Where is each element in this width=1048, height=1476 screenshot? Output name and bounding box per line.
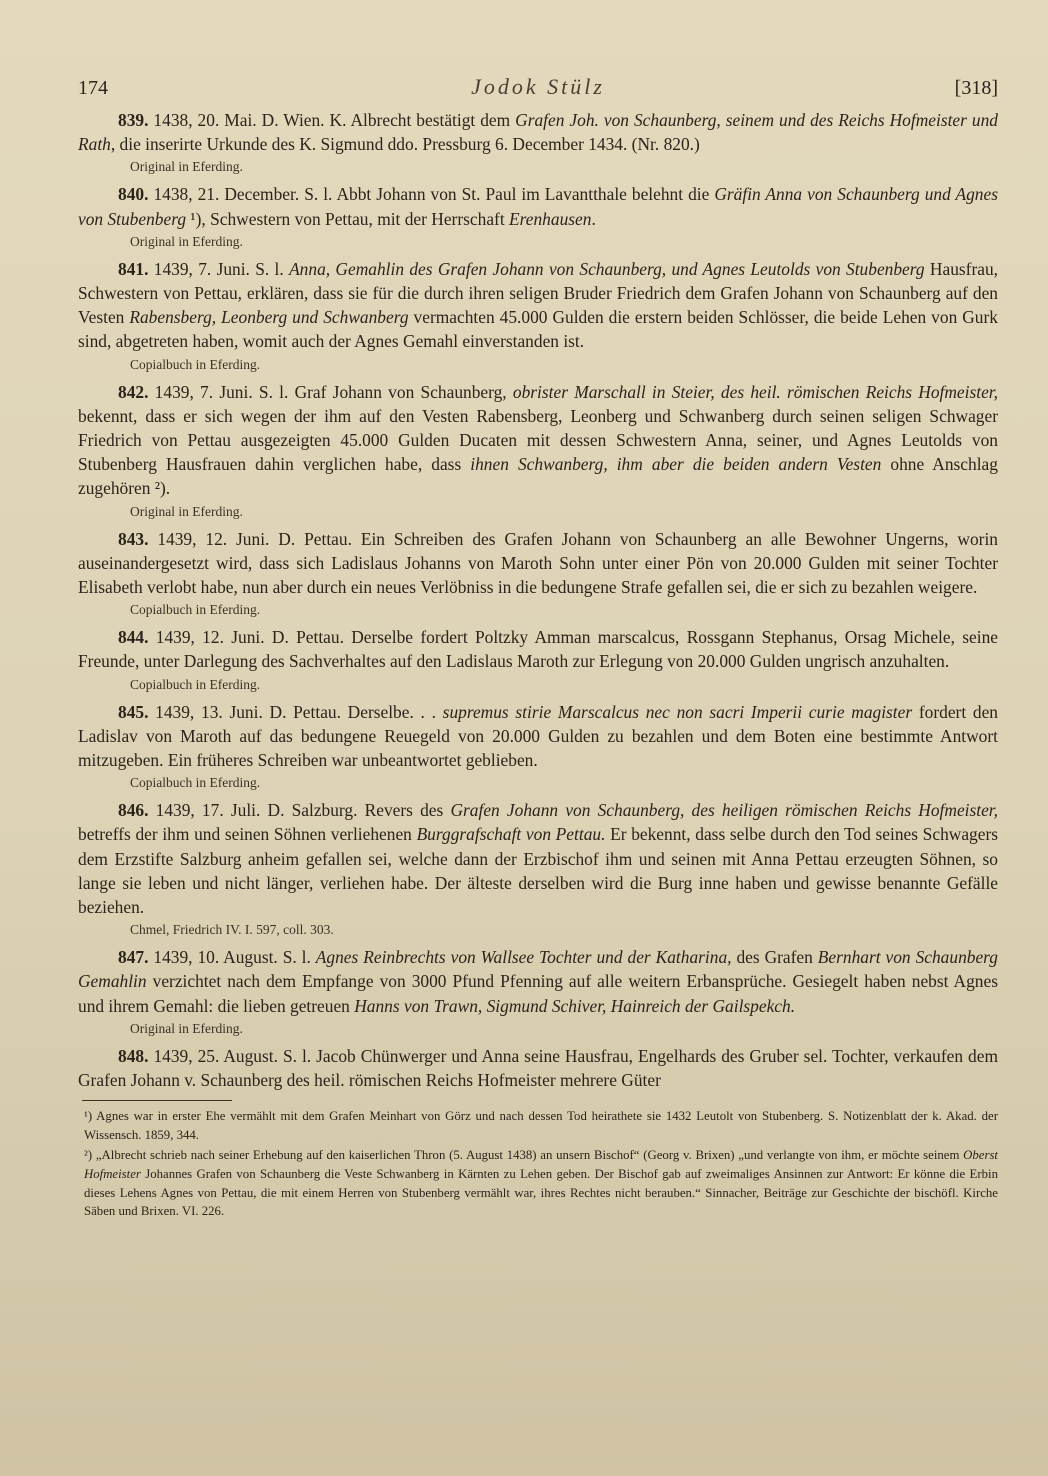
entry-italic-text: Rabensberg, Leonberg und Schwanberg xyxy=(129,307,409,328)
entry-text xyxy=(78,182,998,230)
entry-source: Copialbuch in Eferding. xyxy=(130,676,261,692)
entry-source: Original in Eferding. xyxy=(130,233,243,249)
entry-text-run: des Grafen xyxy=(731,947,818,968)
entry-number: 844. xyxy=(118,627,149,648)
entry-source: Chmel, Friedrich IV. I. 597, coll. 303. xyxy=(130,922,334,938)
entry-italic-text: supremus stirie Marscalcus nec non sacri Imperii curie magister xyxy=(442,701,913,722)
entry-text xyxy=(78,380,998,501)
entry-italic-text: ihnen Schwanberg, ihm aber die beiden andern Vesten xyxy=(470,454,882,475)
regest-entry xyxy=(78,257,998,375)
footnote-text-run: ¹) Agnes war in erster Ehe vermählt mit dem Grafen Meinhart von Görz und nach dessen Tod heirathete sie 1432 Leutolt von Stubenberg. S. Notizenblatt der k. Akad. der Wissensch. 1859, 344. xyxy=(84,1109,998,1142)
entry-text-run: 1438, 20. Mai. D. Wien. K. Albrecht bestätigt dem xyxy=(148,110,516,130)
entry-italic-text: Grafen Johann von Schaunberg, des heiligen römischen Reichs Hofmeister, xyxy=(450,800,998,821)
entry-source: Original in Eferding. xyxy=(130,503,243,519)
footnote xyxy=(78,1107,998,1144)
entry-text-run: , die inserirte Urkunde des K. Sigmund ddo. Pressburg 6. December 1434. (Nr. 820.) xyxy=(110,134,700,155)
entry-text-run: 1439, 12. Juni. D. Pettau. Ein Schreiben des Grafen Johann von Schaunberg an alle Bewohner Ungerns, worin auseinandergesetzt wird, dass sich Ladislaus Johanns von Maroth Sohn unter einer Pön von 20.000 Gulden mit seiner Tochter Elisabeth verlobt habe, nun aber durch ein neues Verlöbniss in die bedungene Strafe gefallen sei, die er sich zu bezahlen weigere. xyxy=(78,528,998,598)
entry-number: 841. xyxy=(118,258,149,279)
regest-entry xyxy=(78,108,998,177)
page-number: 174 xyxy=(78,77,108,99)
regest-entry xyxy=(78,625,998,694)
entry-text xyxy=(78,108,998,156)
entry-source: Copialbuch in Eferding. xyxy=(130,356,261,372)
page-header xyxy=(78,74,998,100)
regest-entry xyxy=(78,798,998,940)
footnote-text-run: Johannes Grafen von Schaunberg die Veste Schwanberg in Kärnten zu Lehen geben. Der Bischof gab auf zweimaliges Ansinnen zur Antwort: Er könne die Erbin dieses Lehens Agnes von Pettau, die mit einem Herren von Stubenberg vermählt war, ihres Rechtes nicht berauben.“ Sinnacher, Beiträge zur Geschichte der bischöfl. Kirche Säben und Brixen. VI. 226. xyxy=(84,1167,998,1219)
entry-text xyxy=(78,257,998,354)
entry-text-run: verzichtet nach dem Empfange von 3000 Pfund Pfenning auf alle weitern Erbansprüche. Gesiegelt haben nebst Agnes und ihrem Gemahl: die lieben getreuen xyxy=(78,971,998,1016)
entry-text xyxy=(78,1044,998,1092)
entry-italic-text: Grafen Joh. von Schaunberg, seinem und des Reichs Hofmeister und Rath xyxy=(78,110,998,155)
entry-text-run: 1439, 7. Juni. S. l. xyxy=(148,258,290,279)
bracket-page-number: [318] xyxy=(954,77,998,99)
entry-text-run: Er bekennt, dass selbe durch den Tod seines Schwagers dem Erzstifte Salzburg anheim gefallen sei, welche dann der Erzbischof ihm und seinen mit Anna Pettau erzeugten Söhnen, so lange sie leben und nicht länger, verliehen habe. Der älteste derselben wird die Burg inne haben und gewisse benannte Gefälle beziehen. xyxy=(78,824,999,918)
entry-text-run: vermachten 45.000 Gulden die erstern beiden Schlösser, die beide Lehen von Gurk sind, abgetreten haben, womit auch der Agnes Gemahl einverstanden ist. xyxy=(78,307,998,352)
entry-text-run: ohne Anschlag zugehören ²). xyxy=(78,454,998,499)
entry-italic-text: Burggrafschaft von Pettau. xyxy=(416,824,606,845)
entry-source: Copialbuch in Eferding. xyxy=(130,775,261,791)
entry-source: Copialbuch in Eferding. xyxy=(130,602,261,618)
entry-text-run: bekennt, dass er sich wegen der ihm auf den Vesten Rabensberg, Leonberg und Schwanberg durch seinen seligen Schwager Friedrich von Pettau ausgezeigten 45.000 Gulden Ducaten mit dessen Schwestern Anna, seiner, und Agnes Leutolds von Stubenberg Hausfrauen dahin verglichen habe, dass xyxy=(78,405,998,475)
entry-text-run: 1439, 10. August. S. l. xyxy=(148,947,316,968)
entry-text-run: betreffs der ihm und seinen Söhnen verliehenen xyxy=(78,824,417,845)
entry-text-run: Hausfrau, Schwestern von Pettau, erklären, dass sie für die durch ihren seligen Bruder Friedrich dem Grafen Johann von Schaunberg auf den Vesten xyxy=(78,258,998,328)
entry-text xyxy=(78,798,998,919)
entry-italic-text: Agnes Reinbrechts von Wallsee Tochter und der Katharina, xyxy=(315,947,732,968)
entry-number: 839. xyxy=(118,110,149,130)
footnotes xyxy=(78,1107,998,1221)
entry-source: Original in Eferding. xyxy=(130,1020,243,1036)
entry-italic-text: Anna, Gemahlin des Grafen Johann von Schaunberg, und Agnes Leutolds von Stubenberg xyxy=(289,258,925,279)
entry-text-run: 1438, 21. December. S. l. Abbt Johann von St. Paul im Lavantthale belehnt die xyxy=(148,184,715,205)
entry-text-run: 1439, 25. August. S. l. Jacob Chünwerger und Anna seine Hausfrau, Engelhards des Gruber sel. Tochter, verkaufen dem Grafen Johann v. Schaunberg des heil. römischen Reichs Hofmeister mehrere Güter xyxy=(78,1045,998,1091)
entry-number: 842. xyxy=(118,381,149,402)
entry-number: 848. xyxy=(118,1045,149,1066)
entry-text-run: . xyxy=(591,208,596,229)
entry-text-run: ¹), Schwestern von Pettau, mit der Herrschaft xyxy=(186,208,510,229)
footnote-text-run: ²) „Albrecht schrieb nach seiner Erhebung auf den kaiserlichen Thron (5. August 1438) an unsern Bischof“ (Georg v. Brixen) „und verlangte von ihm, er möchte seinem xyxy=(84,1148,964,1163)
regest-entry xyxy=(78,527,998,621)
entry-text xyxy=(78,527,998,600)
entry-source: Original in Eferding. xyxy=(130,159,243,175)
entry-number: 845. xyxy=(118,701,149,722)
entry-text xyxy=(78,945,998,1018)
entry-italic-text: obrister Marschall in Steier, des heil. römischen Reichs Hofmeister, xyxy=(512,381,998,402)
footnote xyxy=(78,1146,998,1220)
entry-text-run: 1439, 17. Juli. D. Salzburg. Revers des xyxy=(148,800,451,821)
regest-entry xyxy=(78,700,998,794)
entry-italic-text: Hanns von Trawn, Sigmund Schiver, Hainreich der Gailspekch. xyxy=(354,995,796,1016)
entry-number: 840. xyxy=(118,184,149,205)
entry-text-run: 1439, 7. Juni. S. l. Graf Johann von Schaunberg, xyxy=(148,381,513,402)
entry-text-run: 1439, 12. Juni. D. Pettau. Derselbe fordert Poltzky Amman marscalcus, Rossgann Stephanus, Orsag Michele, seine Freunde, unter Darlegung des Sachverhaltes auf den Ladislaus Maroth zur Erlegung von 20.000 Gulden ungrisch anzuhalten. xyxy=(78,627,998,672)
entry-italic-text: Bernhart von Schaunberg Gemahlin xyxy=(78,947,998,992)
running-title: Jodok Stülz xyxy=(471,74,605,99)
entry-number: 847. xyxy=(118,947,149,968)
regest-entry xyxy=(78,945,998,1039)
entries-list xyxy=(78,108,998,1092)
footnote-rule xyxy=(82,1100,232,1101)
entry-text-run: fordert den Ladislav von Maroth auf das bedungene Reuegeld von 20.000 Gulden zu bezahlen und dem Boten eine bestimmte Antwort mitzugeben. Ein früheres Schreiben war unbeantwortet geblieben. xyxy=(78,701,998,771)
regest-entry xyxy=(78,380,998,522)
entry-italic-text: Erenhausen xyxy=(509,208,592,229)
entry-number: 843. xyxy=(118,528,149,549)
entry-italic-text: Gräfin Anna von Schaunberg und Agnes von Stubenberg xyxy=(78,184,998,229)
footnote-italic-text: Oberst Hofmeister xyxy=(84,1148,998,1182)
entry-text-run: 1439, 13. Juni. D. Pettau. Derselbe. . . xyxy=(148,701,443,722)
entry-number: 846. xyxy=(118,800,149,821)
regest-entry xyxy=(78,1044,998,1092)
regest-entry xyxy=(78,182,998,251)
entry-text xyxy=(78,700,998,773)
entry-text xyxy=(78,625,998,673)
